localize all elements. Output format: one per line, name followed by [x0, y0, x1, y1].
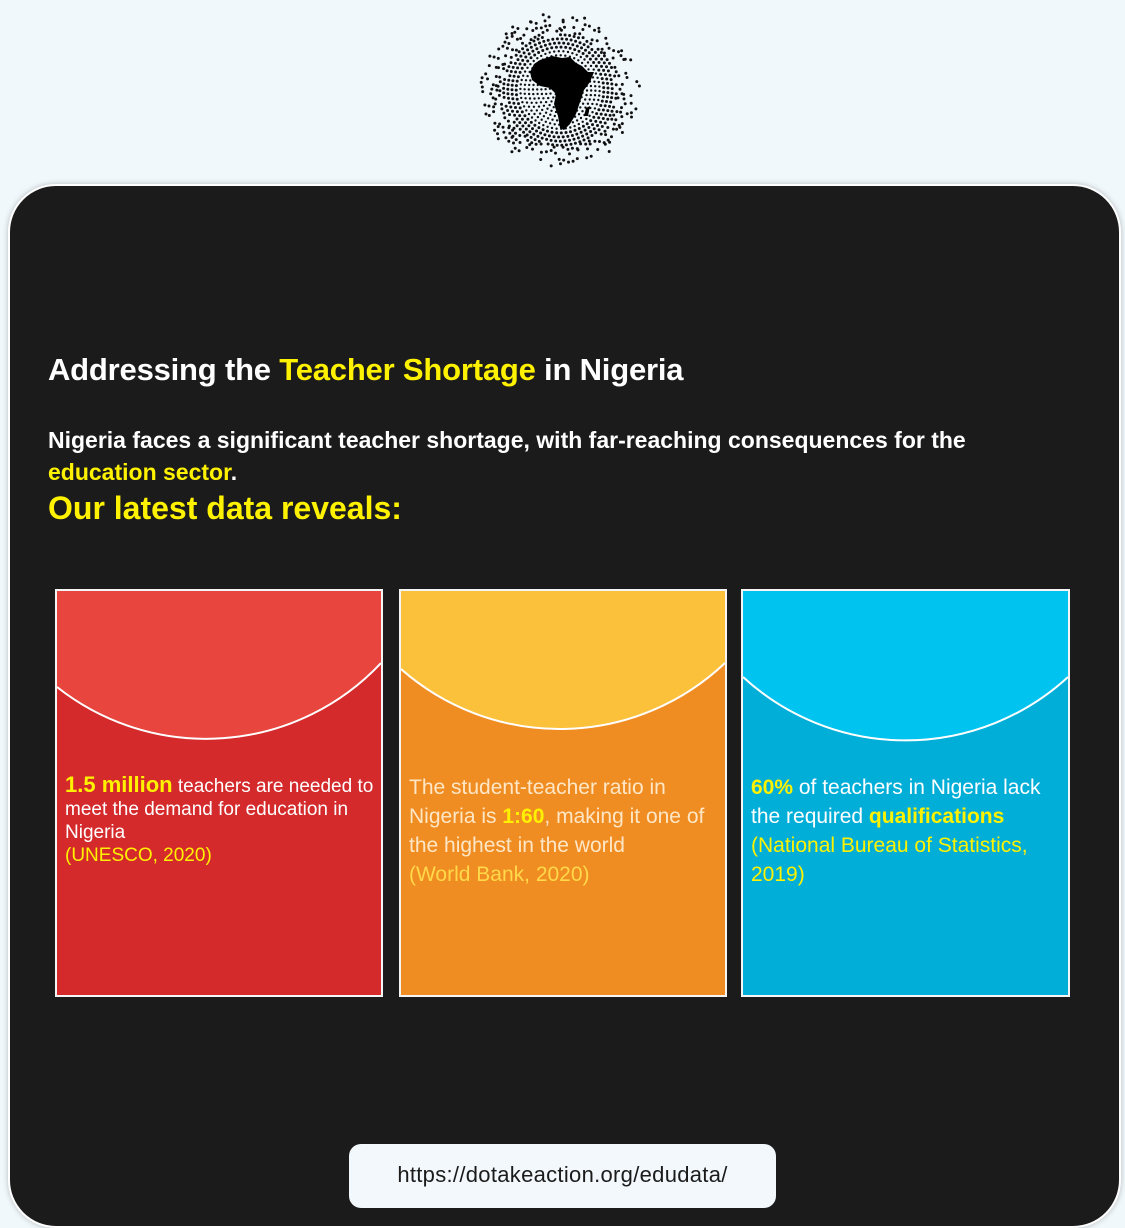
stat-highlight: 1:60 — [502, 805, 545, 828]
stat-card-teachers-needed — [55, 589, 383, 997]
url-badge[interactable] — [349, 1144, 776, 1208]
intro-text: Nigeria faces a significant teacher shortage, with far-reaching consequences for the education sector. — [48, 427, 966, 485]
intro-highlight: education sector — [48, 459, 231, 485]
stat-card-unqualified-teachers — [741, 589, 1070, 997]
stat-source: (National Bureau of Statistics, 2019) — [751, 834, 1028, 886]
stat-text: 1.5 million teachers are needed to meet the demand for education in Nigeria (UNESCO, 2020) — [65, 772, 374, 866]
stat-highlight: 60% — [751, 776, 794, 799]
title-highlight: Teacher Shortage — [279, 352, 536, 387]
africa-dotted-globe-icon — [470, 10, 650, 180]
section-heading: Our latest data reveals: — [48, 490, 402, 526]
stat-highlight-2: qualifications — [868, 805, 1005, 828]
stat-source: (World Bank, 2020) — [409, 863, 590, 886]
stat-text: The student-teacher ratio in Nigeria is 1:60, making it one of the highest in the world (World Bank, 2020) — [409, 776, 705, 886]
url-link[interactable]: https://dotakeaction.org/edudata/ — [397, 1162, 728, 1187]
stat-text: 60% of teachers in Nigeria lack the required qualifications (National Bureau of Statistics, 2019) — [751, 776, 1041, 886]
stat-card-student-teacher-ratio — [399, 589, 727, 997]
page-title: Addressing the Teacher Shortage in Nigeria — [48, 352, 684, 387]
stat-source: (UNESCO, 2020) — [65, 845, 212, 866]
stat-highlight: 1.5 million — [65, 772, 173, 797]
